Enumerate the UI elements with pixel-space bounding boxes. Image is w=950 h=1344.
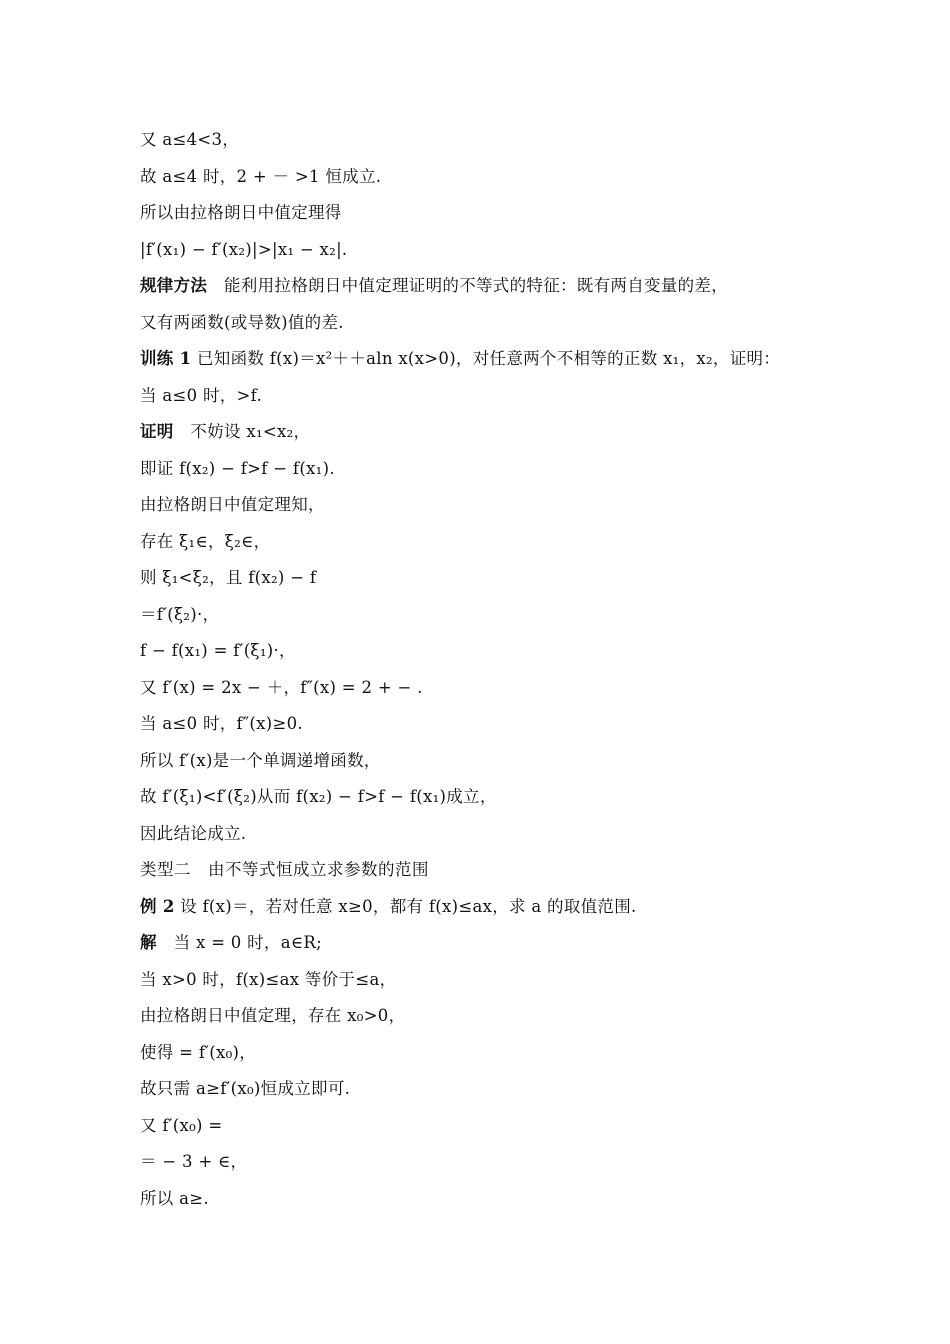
- line-text: |f′(x₁) − f′(x₂)|>|x₁ − x₂|.: [140, 239, 348, 259]
- line-text: ＝f′(ξ₂)·，: [140, 604, 220, 624]
- line-text: 当 a≤0 时，f″(x)≥0.: [140, 714, 303, 733]
- line-text: 由拉格朗日中值定理知，: [140, 495, 325, 514]
- text-line: [140, 1035, 840, 1072]
- text-line: [140, 378, 840, 415]
- line-text: f − f(x₁) = f′(ξ₁)·，: [140, 641, 296, 660]
- text-line: [140, 706, 840, 743]
- text-line: [140, 341, 840, 378]
- text-line: [140, 889, 840, 926]
- line-text: 故只需 a≥f′(x₀)恒成立即可.: [140, 1079, 351, 1098]
- bold-label: 例 2: [140, 896, 175, 916]
- line-text: 所以 f′(x)是一个单调递增函数，: [140, 750, 381, 770]
- text-line: [140, 633, 840, 670]
- bold-label: 解: [140, 933, 157, 952]
- text-line: [140, 670, 840, 707]
- line-text: 当 a≤0 时，>f.: [140, 385, 263, 405]
- line-text: ＝ − 3 + ∈，: [140, 1152, 248, 1171]
- line-text: 故 a≤4 时，2 + － >1 恒成立.: [140, 166, 382, 186]
- bold-label: 规律方法: [140, 276, 208, 295]
- text-line: [140, 560, 840, 597]
- line-text: 又 f′(x₀) =: [140, 1115, 223, 1135]
- text-line: [140, 487, 840, 524]
- text-line: [140, 159, 840, 196]
- line-text: 所以 a≥.: [140, 1188, 209, 1208]
- text-line: [140, 122, 840, 159]
- text-line: [140, 268, 840, 305]
- text-line: [140, 962, 840, 999]
- text-line: [140, 414, 840, 451]
- text-line: [140, 1144, 840, 1181]
- text-line: [140, 1181, 840, 1218]
- text-line: [140, 998, 840, 1035]
- line-text: 设 f(x)＝，若对任意 x≥0，都有 f(x)≤ax，求 a 的取值范围.: [174, 896, 637, 916]
- text-line: [140, 524, 840, 561]
- document-body: [140, 122, 840, 1217]
- text-line: [140, 232, 840, 269]
- text-line: [140, 925, 840, 962]
- text-line: [140, 305, 840, 342]
- text-line: [140, 779, 840, 816]
- bold-label: 证明: [140, 422, 174, 441]
- line-text: 因此结论成立.: [140, 823, 247, 843]
- text-line: [140, 597, 840, 634]
- text-line: [140, 1108, 840, 1145]
- line-text: 故 f′(ξ₁)<f′(ξ₂)从而 f(x₂) − f>f − f(x₁)成立，: [140, 787, 497, 806]
- line-text: 又 f′(x) = 2x − ＋，f″(x) = 2 + − .: [140, 677, 423, 697]
- line-text: 又有两函数(或导数)值的差.: [140, 312, 344, 332]
- text-line: [140, 1071, 840, 1108]
- line-text: 当 x>0 时，f(x)≤ax 等价于≤a，: [140, 969, 397, 989]
- line-text: 即证 f(x₂) − f>f − f(x₁).: [140, 458, 335, 478]
- line-text: 存在 ξ₁∈，ξ₂∈，: [140, 531, 271, 551]
- text-line: [140, 195, 840, 232]
- section-heading: 类型二 由不等式恒成立求参数的范围: [140, 860, 429, 879]
- line-text: 已知函数 f(x)＝x²＋＋aln x(x>0)，对任意两个不相等的正数 x₁，x₂，证明：: [191, 349, 781, 368]
- line-text: 不妨设 x₁<x₂，: [173, 422, 311, 441]
- line-text: 当 x = 0 时，a∈R;: [156, 933, 322, 952]
- line-text: 使得 = f′(x₀)，: [140, 1042, 257, 1062]
- text-line: [140, 852, 840, 889]
- line-text: 能利用拉格朗日中值定理证明的不等式的特征：既有两自变量的差，: [207, 276, 729, 295]
- line-text: 则 ξ₁<ξ₂，且 f(x₂) − f: [140, 568, 317, 587]
- bold-label: 训练 1: [140, 349, 192, 368]
- text-line: [140, 451, 840, 488]
- line-text: 所以由拉格朗日中值定理得: [140, 203, 342, 222]
- line-text: 又 a≤4<3，: [140, 130, 240, 149]
- line-text: 由拉格朗日中值定理，存在 x₀>0，: [140, 1006, 406, 1025]
- text-line: [140, 816, 840, 853]
- text-line: [140, 743, 840, 780]
